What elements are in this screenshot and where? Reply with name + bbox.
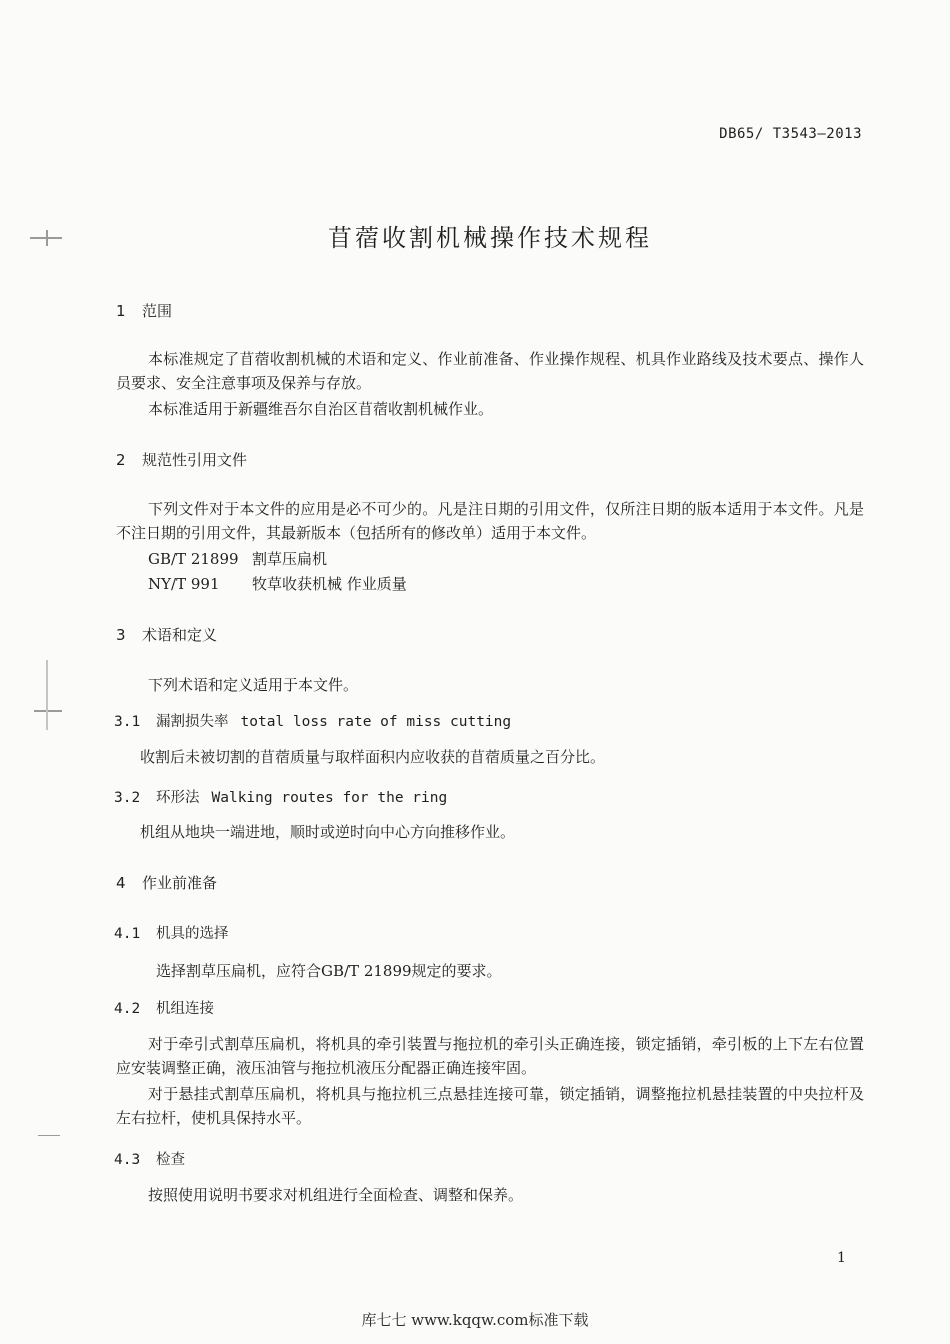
scan-mark	[34, 710, 62, 712]
footer-watermark: 库七七 www.kqqw.com标准下载	[361, 1311, 589, 1329]
section-2-heading	[116, 449, 247, 470]
section-number: 4	[116, 874, 126, 892]
document-title: 苜蓿收割机械操作技术规程	[328, 224, 652, 252]
term-name: 漏割损失率	[156, 714, 229, 730]
section-number: 1	[116, 302, 126, 320]
term-number: 3.1	[114, 714, 141, 730]
reference-code: GB/T 21899	[148, 550, 239, 568]
section-number: 2	[116, 451, 126, 469]
standard-code: DB65/ T3543—2013	[719, 126, 862, 142]
subsection-title: 机具的选择	[156, 926, 229, 942]
section-3-heading	[116, 624, 217, 645]
section-1-heading	[116, 300, 172, 321]
term-3-2-definition: 机组从地块一端进地，顺时或逆时向中心方向推移作业。	[140, 823, 516, 841]
subsection-4-1-text: 选择割草压扁机，应符合GB/T 21899规定的要求。	[156, 962, 502, 980]
scan-mark	[38, 1135, 60, 1136]
subsection-4-2-heading	[114, 997, 226, 1018]
page-number: 1	[837, 1250, 846, 1266]
term-english: total loss rate of miss cutting	[240, 714, 512, 730]
subsection-title: 检查	[156, 1152, 185, 1168]
section-3-intro: 下列术语和定义适用于本文件。	[148, 676, 359, 694]
section-title: 作业前准备	[142, 874, 218, 892]
reference-item	[148, 548, 327, 569]
reference-name: 牧草收获机械 作业质量	[252, 575, 407, 593]
term-3-1-heading	[114, 710, 511, 731]
term-name: 环形法	[156, 790, 200, 806]
section-title: 规范性引用文件	[142, 451, 248, 469]
subsection-number: 4.2	[114, 1001, 141, 1017]
scan-mark	[46, 660, 48, 730]
subsection-4-3-text: 按照使用说明书要求对机组进行全面检查、调整和保养。	[148, 1186, 524, 1204]
reference-item	[148, 573, 407, 594]
term-number: 3.2	[114, 790, 141, 806]
section-title: 范围	[142, 302, 173, 320]
section-1-paragraph-1: 本标准规定了苜蓿收割机械的术语和定义、作业前准备、作业操作规程、机具作业路线及技术要点、操作人员要求、安全注意事项及保养与存放。	[116, 350, 864, 392]
subsection-4-2-paragraph-1: 对于牵引式割草压扁机，将机具的牵引装置与拖拉机的牵引头正确连接，锁定插销，牵引板的上下左右位置应安装调整正确，液压油管与拖拉机液压分配器正确连接牢固。	[116, 1035, 864, 1077]
section-1-paragraph-2: 本标准适用于新疆维吾尔自治区苜蓿收割机械作业。	[148, 400, 494, 418]
reference-code: NY/T 991	[148, 575, 220, 593]
term-3-1-definition: 收割后未被切割的苜蓿质量与取样面积内应收获的苜蓿质量之百分比。	[140, 748, 606, 766]
subsection-4-2-paragraph-2: 对于悬挂式割草压扁机，将机具与拖拉机三点悬挂连接可靠，锁定插销，调整拖拉机悬挂装置的中央拉杆及左右拉杆，使机具保持水平。	[116, 1085, 864, 1127]
subsection-4-1-heading	[114, 922, 241, 943]
reference-name: 割草压扁机	[252, 550, 328, 568]
term-3-2-heading	[114, 786, 447, 807]
subsection-number: 4.1	[114, 926, 141, 942]
subsection-number: 4.3	[114, 1152, 141, 1168]
section-title: 术语和定义	[142, 626, 218, 644]
subsection-4-3-heading	[114, 1148, 197, 1169]
section-2-paragraph-1: 下列文件对于本文件的应用是必不可少的。凡是注日期的引用文件，仅所注日期的版本适用于本文件。凡是不注日期的引用文件，其最新版本（包括所有的修改单）适用于本文件。	[116, 500, 864, 542]
subsection-title: 机组连接	[156, 1001, 214, 1017]
term-english: Walking routes for the ring	[211, 790, 448, 806]
section-number: 3	[116, 626, 126, 644]
section-4-heading	[116, 872, 217, 893]
